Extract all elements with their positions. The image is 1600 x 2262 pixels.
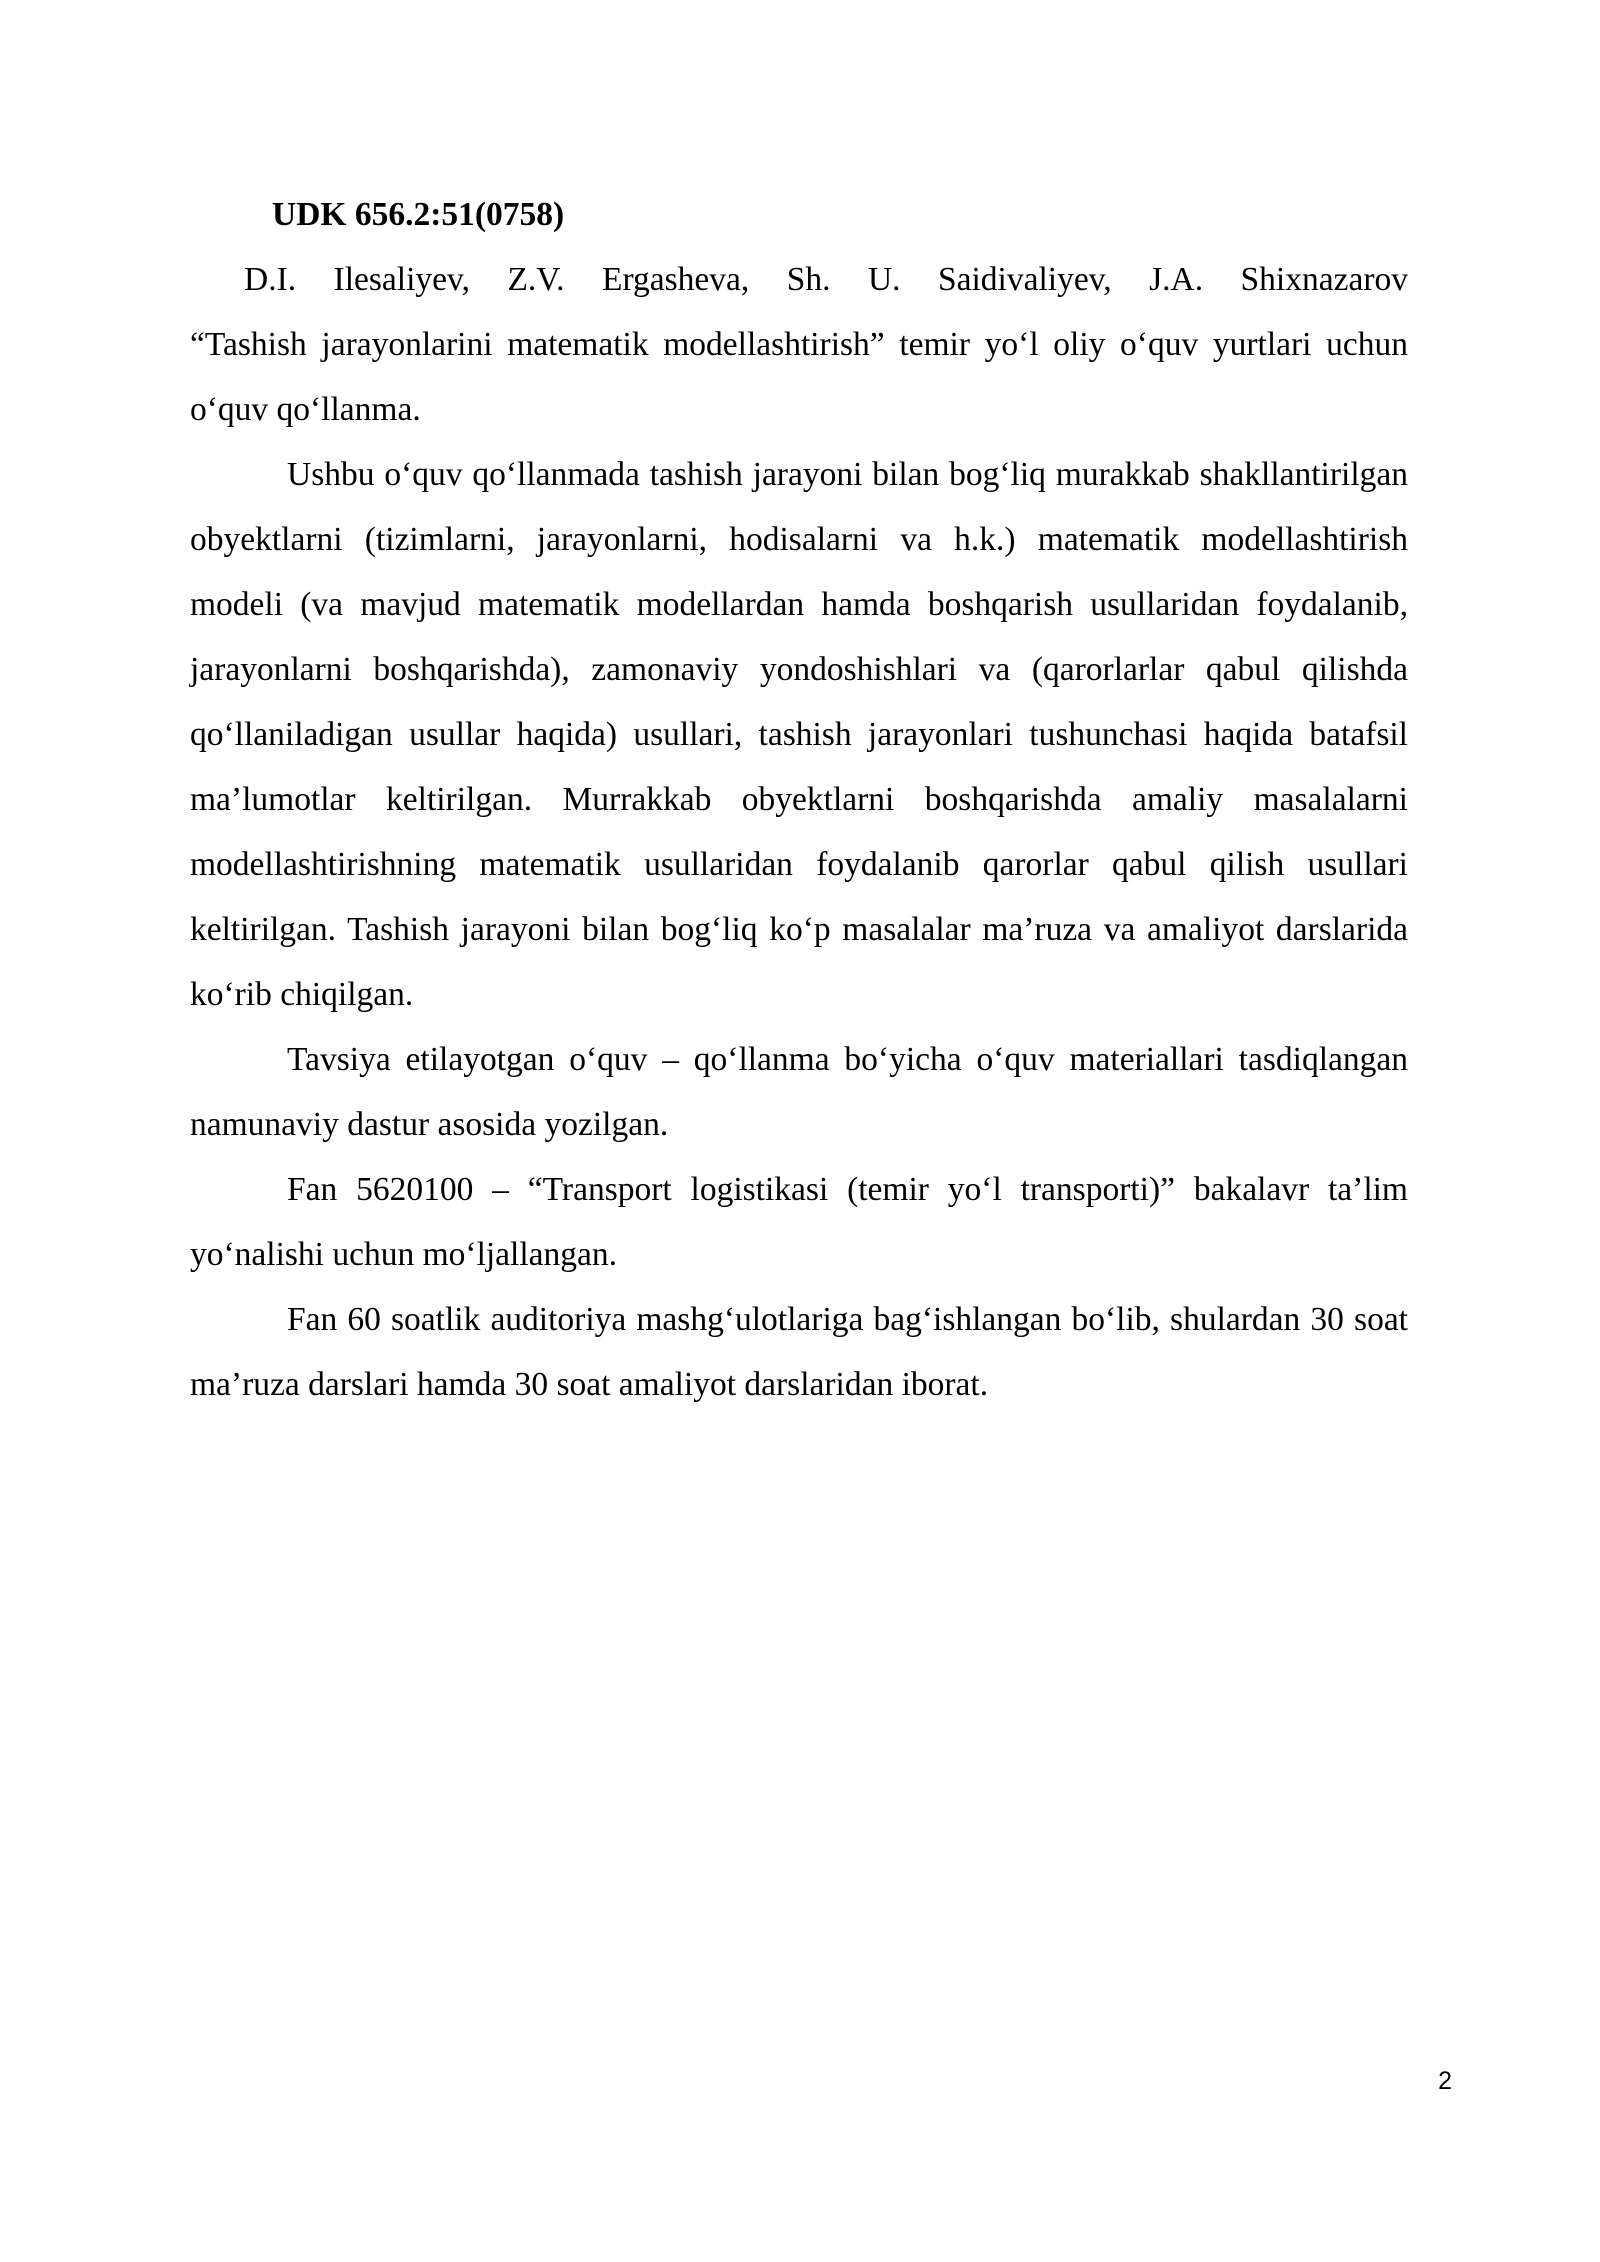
paragraph-course-direction: Fan 5620100 – “Transport logistikasi (temir yo‘l transporti)” bakalavr ta’lim yo‘nalishi uchun mo‘ljallangan. (190, 1171, 1408, 1273)
book-title: “Tashish jarayonlarini matematik modellashtirish” temir yo‘l oliy o‘quv yurtlari uchun o‘quv qo‘llanma. (190, 326, 1408, 428)
paragraph-recommendation: Tavsiya etilayotgan o‘quv – qo‘llanma bo‘yicha o‘quv materiallari tasdiqlangan namunaviy dastur asosida yozilgan. (190, 1041, 1408, 1143)
udk-code: UDK 656.2:51(0758) (272, 196, 565, 233)
paragraph-course-hours: Fan 60 soatlik auditoriya mashg‘ulotlariga bag‘ishlangan bo‘lib, shulardan 30 soat ma’ruza darslari hamda 30 soat amaliyot darslaridan iborat. (190, 1301, 1408, 1403)
document-page (190, 182, 1408, 1417)
page-number: 2 (1438, 2067, 1452, 2095)
authors-line: D.I. Ilesaliyev, Z.V. Ergasheva, Sh. U. Saidivaliyev, J.A. Shixnazarov (244, 261, 1408, 298)
paragraph-description: Ushbu o‘quv qo‘llanmada tashish jarayoni bilan bog‘liq murakkab shakllantirilgan obyektlarni (tizimlarni, jarayonlarni, hodisalarni va h.k.) matematik modellashtirish modeli (va mavjud matematik modellardan hamda boshqarish usullaridan foydalanib, jarayonlarni boshqarishda), zamonaviy yondoshishlari va (qarorlarlar qabul qilishda qo‘llaniladigan usullar haqida) usullari, tashish jarayonlari tushunchasi haqida batafsil ma’lumotlar keltirilgan. Murrakkab obyektlarni boshqarishda amaliy masalalarni modellashtirishning matematik usullaridan foydalanib qarorlar qabul qilish usullari keltirilgan. Tashish jarayoni bilan bog‘liq ko‘p masalalar ma’ruza va amaliyot darslarida ko‘rib chiqilgan. (190, 456, 1408, 1013)
